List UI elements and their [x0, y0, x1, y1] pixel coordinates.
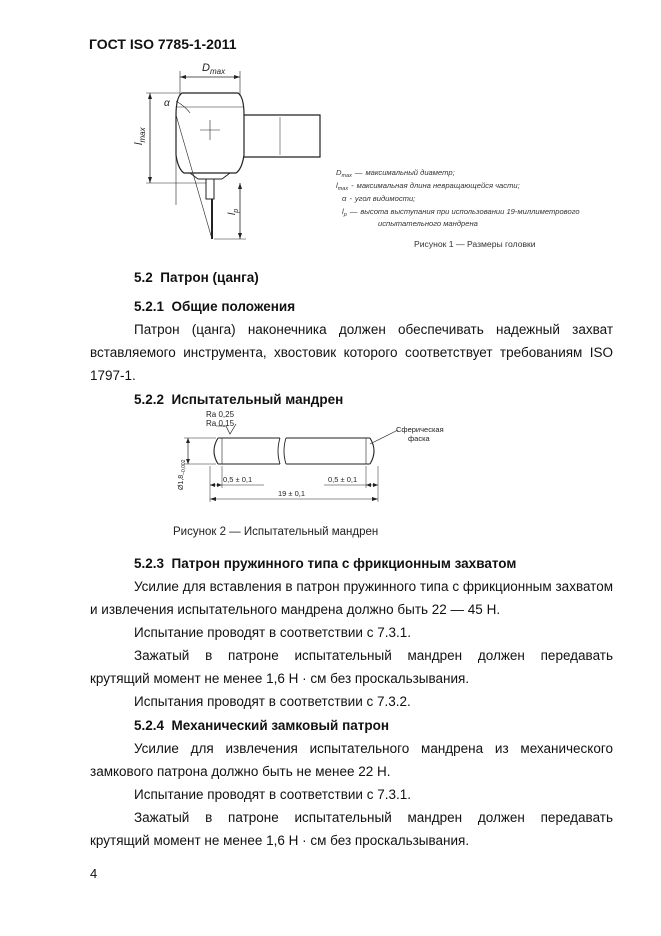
dimension-label: 19 ± 0,1: [278, 489, 306, 498]
section-number: 5.2.3: [134, 556, 165, 571]
dimension-label: 0,5 ± 0,1: [328, 475, 358, 484]
section-number: 5.2.2: [134, 392, 165, 407]
figure-1-legend: [336, 168, 580, 228]
chamfer-label: фаска: [408, 434, 430, 443]
paragraph-line: крутящий момент не менее 1,6 Н · см без проскальзывания.: [90, 833, 470, 848]
paragraph-line: Усилие для вставления в патрон пружинного типа с фрикционным захватом: [134, 579, 613, 594]
section-5-2-1-text: [90, 318, 613, 387]
paragraph-line: Испытания проводят в соответствии с 7.3.2.: [134, 694, 411, 709]
legend-item: α - угол видимости;: [342, 194, 416, 203]
legend-item: $l_p$ — высота выступания при использовании 19-миллиметрового: [342, 207, 580, 218]
paragraph-line: замкового патрона должно быть не менее 22 Н.: [90, 764, 391, 779]
paragraph-line: крутящий момент не менее 1,6 Н · см без проскальзывания.: [90, 671, 470, 686]
roughness-label: Ra 0,25: [206, 410, 235, 419]
section-5-2-3-text: [90, 575, 613, 713]
paragraph-line: Испытание проводят в соответствии с 7.3.1.: [134, 787, 411, 802]
figure-1-caption: Рисунок 1 — Размеры головки: [414, 239, 536, 249]
paragraph-line: 1797-1.: [90, 368, 136, 383]
roughness-label: Ra 0,15: [206, 419, 235, 428]
section-title: Механический замковый патрон: [171, 718, 390, 733]
legend-item: $D_{max}$ — максимальный диаметр;: [336, 168, 455, 179]
dimension-label: 0,5 ± 0,1: [223, 475, 253, 484]
label-lp: $l_p$: [227, 208, 240, 215]
section-title: Общие положения: [171, 299, 296, 314]
section-5-2-3-heading: [134, 556, 516, 571]
page-number: 4: [90, 866, 98, 881]
chamfer-label: Сферическая: [396, 425, 444, 434]
figure-2-caption: Рисунок 2 — Испытательный мандрен: [173, 526, 379, 538]
section-title: Патрон пружинного типа с фрикционным захватом: [171, 556, 517, 571]
paragraph-line: Зажатый в патроне испытательный мандрен должен передавать: [134, 648, 613, 663]
legend-continuation: испытательного мандрена: [378, 219, 478, 228]
legend-item: $l_{max}$ - максимальная длина невращающейся части;: [336, 181, 520, 192]
section-title: Патрон (цанга): [160, 270, 259, 285]
section-title: Испытательный мандрен: [171, 392, 344, 407]
label-l-max: $l_{max}$: [133, 127, 147, 145]
label-d-max: $D_{max}$: [202, 62, 226, 76]
section-5-2-4-heading: [134, 718, 389, 733]
paragraph-line: вставляемого инструмента, хвостовик которого соответствует требованиям ISO: [90, 345, 613, 360]
paragraph-line: и извлечения испытательного мандрена должно быть 22 — 45 Н.: [90, 602, 501, 617]
figure-2-drawing: [170, 408, 470, 508]
section-number: 5.2: [134, 270, 153, 285]
section-5-2-heading: [134, 270, 259, 285]
figure-1-drawing: [120, 55, 640, 255]
section-5-2-2-heading: [134, 392, 343, 407]
section-5-2-1-heading: [134, 299, 295, 314]
section-number: 5.2.1: [134, 299, 165, 314]
section-number: 5.2.4: [134, 718, 165, 733]
section-5-2-4-text: [90, 737, 613, 852]
document-header: ГОСТ ISO 7785-1-2011: [89, 36, 237, 52]
paragraph-line: Зажатый в патроне испытательный мандрен должен передавать: [134, 810, 613, 825]
paragraph-line: Усилие для извлечения испытательного мандрена из механического: [134, 741, 613, 756]
label-alpha: α: [164, 98, 170, 109]
paragraph-line: Патрон (цанга) наконечника должен обеспечивать надежный захват: [134, 322, 613, 337]
paragraph-line: Испытание проводят в соответствии с 7.3.1.: [134, 625, 411, 640]
diameter-label: $Ø1,8_{-0,002}$: [178, 459, 187, 490]
